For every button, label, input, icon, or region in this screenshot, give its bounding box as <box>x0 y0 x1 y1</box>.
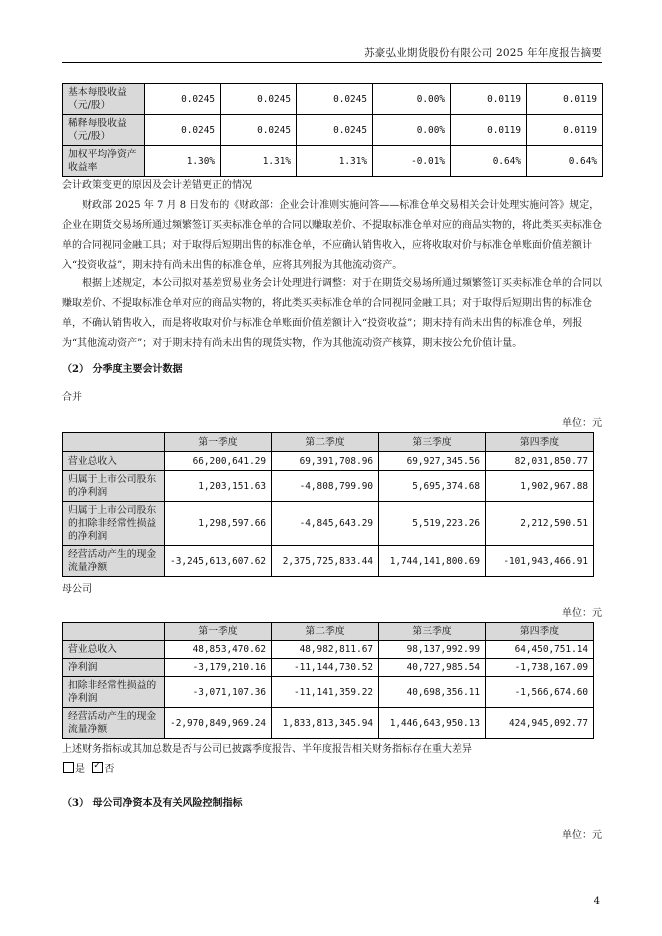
table-row <box>63 146 603 177</box>
cell: -101,943,466.91 <box>486 546 594 577</box>
difference-options <box>62 760 602 780</box>
cell: 0.0119 <box>527 115 603 146</box>
section-3-heading: （3） 母公司净资本及有关风险控制指标 <box>62 798 243 809</box>
cell: 0.0245 <box>145 84 221 115</box>
no-checkbox[interactable] <box>92 762 103 773</box>
corner-cell <box>63 623 165 641</box>
column-header: 第一季度 <box>165 623 272 641</box>
consolidated-label: 合并 <box>62 392 82 403</box>
cell: -1,566,674.60 <box>486 677 594 708</box>
table-header-row <box>63 623 594 641</box>
cell: -4,845,643.29 <box>272 502 379 546</box>
policy-heading: 会计政策变更的原因及会计差错更正的情况 <box>62 180 252 191</box>
row-label: 基本每股收益（元/股） <box>63 84 145 115</box>
row-label: 营业总收入 <box>63 452 165 471</box>
cell: 5,519,223.26 <box>379 502 486 546</box>
cell: -3,245,613,607.62 <box>165 546 272 577</box>
unit-label: 单位：元 <box>562 418 602 429</box>
row-label: 归属于上市公司股东的扣除非经常性损益的净利润 <box>63 502 165 546</box>
cell: 0.0119 <box>527 84 603 115</box>
header-divider <box>62 62 602 63</box>
difference-question: 上述财务指标或其加总数是否与公司已披露季度报告、半年度报告相关财务指标存在重大差异 <box>62 744 472 755</box>
page-number: 4 <box>593 896 600 907</box>
table-row <box>63 546 594 577</box>
cell: 69,391,708.96 <box>272 452 379 471</box>
table-row <box>63 452 594 471</box>
table-row <box>63 471 594 502</box>
row-label: 经营活动产生的现金流量净额 <box>63 708 165 739</box>
row-label: 稀释每股收益（元/股） <box>63 115 145 146</box>
cell: 0.0245 <box>221 84 297 115</box>
cell: -2,970,849,969.24 <box>165 708 272 739</box>
row-label: 营业总收入 <box>63 641 165 659</box>
row-label: 扣除非经常性损益的净利润 <box>63 677 165 708</box>
cell: 66,200,641.29 <box>165 452 272 471</box>
table-row <box>63 708 594 739</box>
column-header: 第二季度 <box>272 623 379 641</box>
table-row <box>63 502 594 546</box>
cell: 0.0245 <box>221 115 297 146</box>
column-header: 第三季度 <box>379 623 486 641</box>
consolidated-quarterly-table <box>62 432 594 577</box>
cell: 1.30% <box>145 146 221 177</box>
cell: -3,179,210.16 <box>165 659 272 677</box>
column-header: 第二季度 <box>272 433 379 452</box>
policy-paragraph-2: 根据上述规定，本公司拟对基差贸易业务会计处理进行调整：对于在期货交易场所通过频繁签订买卖标准仓单的合同以赚取差价、不提取标准仓单对应的商品实物的，将此类买卖标准仓单的合同视同金融工具；对于取得后短期出售的标准仓单，不确认销售收入，而是将收取对价与标准仓单账面价值差额计入“投资收益”；期末持有尚未出售的标准仓单，列报为“其他流动资产”；对于期末持有尚未出售的现货实物，作为其他流动资产核算，期末按公允价值计量。 <box>62 278 602 349</box>
table-header-row <box>63 433 594 452</box>
per-share-table <box>62 83 603 177</box>
row-label: 加权平均净资产收益率 <box>63 146 145 177</box>
cell: 1,744,141,800.69 <box>379 546 486 577</box>
page-header: 苏豪弘业期货股份有限公司 2025 年年度报告摘要 <box>364 47 602 59</box>
cell: -11,144,730.52 <box>272 659 379 677</box>
cell: 424,945,092.77 <box>486 708 594 739</box>
column-header: 第四季度 <box>486 623 594 641</box>
cell: 69,927,345.56 <box>379 452 486 471</box>
table-row <box>63 677 594 708</box>
corner-cell <box>63 433 165 452</box>
parent-quarterly-table <box>62 622 594 739</box>
column-header: 第四季度 <box>486 433 594 452</box>
cell: -3,071,107.36 <box>165 677 272 708</box>
cell: -11,141,359.22 <box>272 677 379 708</box>
cell: 82,031,850.77 <box>486 452 594 471</box>
table-row <box>63 641 594 659</box>
cell: 2,212,590.51 <box>486 502 594 546</box>
cell: 1,902,967.88 <box>486 471 594 502</box>
cell: -4,808,799.90 <box>272 471 379 502</box>
policy-paragraph-1: 财政部 2025 年 7 月 8 日发布的《财政部：企业会计准则实施问答——标准仓单交易相关会计处理实施问答》规定，企业在期货交易场所通过频繁签订买卖标准仓单的合同以赚取差价、不提取标准仓单对应的商品实物的，将此类买卖标准仓单的合同视同金融工具；对于取得后短期出售的标准仓单，不应确认销售收入，应将收取对价与标准仓单账面价值差额计入“投资收益”，期末持有尚未出售的标准仓单，应将其列报为其他流动资产。 <box>62 200 602 271</box>
cell: 1,203,151.63 <box>165 471 272 502</box>
cell: 40,698,356.11 <box>379 677 486 708</box>
cell: -1,738,167.09 <box>486 659 594 677</box>
row-label: 净利润 <box>63 659 165 677</box>
yes-label: 是 <box>75 764 85 775</box>
row-label: 归属于上市公司股东的净利润 <box>63 471 165 502</box>
unit-label: 单位：元 <box>562 830 602 841</box>
cell: 0.0245 <box>297 84 373 115</box>
unit-label: 单位：元 <box>562 608 602 619</box>
cell: 0.0245 <box>145 115 221 146</box>
column-header: 第一季度 <box>165 433 272 452</box>
cell: 0.64% <box>451 146 527 177</box>
cell: 98,137,992.99 <box>379 641 486 659</box>
cell: -0.01% <box>373 146 451 177</box>
cell: 48,982,811.67 <box>272 641 379 659</box>
cell: 0.0119 <box>451 115 527 146</box>
cell: 2,375,725,833.44 <box>272 546 379 577</box>
table-row <box>63 659 594 677</box>
cell: 0.00% <box>373 115 451 146</box>
cell: 1,833,813,345.94 <box>272 708 379 739</box>
cell: 0.00% <box>373 84 451 115</box>
cell: 0.64% <box>527 146 603 177</box>
cell: 0.0119 <box>451 84 527 115</box>
cell: 64,450,751.14 <box>486 641 594 659</box>
cell: 40,727,985.54 <box>379 659 486 677</box>
cell: 48,853,470.62 <box>165 641 272 659</box>
section-2-heading: （2） 分季度主要会计数据 <box>62 364 183 375</box>
row-label: 经营活动产生的现金流量净额 <box>63 546 165 577</box>
cell: 1,298,597.66 <box>165 502 272 546</box>
column-header: 第三季度 <box>379 433 486 452</box>
cell: 1.31% <box>221 146 297 177</box>
cell: 5,695,374.68 <box>379 471 486 502</box>
no-label: 否 <box>104 764 115 775</box>
parent-label: 母公司 <box>62 584 92 595</box>
table-row <box>63 115 603 146</box>
cell: 0.0245 <box>297 115 373 146</box>
cell: 1,446,643,950.13 <box>379 708 486 739</box>
cell: 1.31% <box>297 146 373 177</box>
yes-checkbox[interactable] <box>63 762 74 773</box>
table-row <box>63 84 603 115</box>
